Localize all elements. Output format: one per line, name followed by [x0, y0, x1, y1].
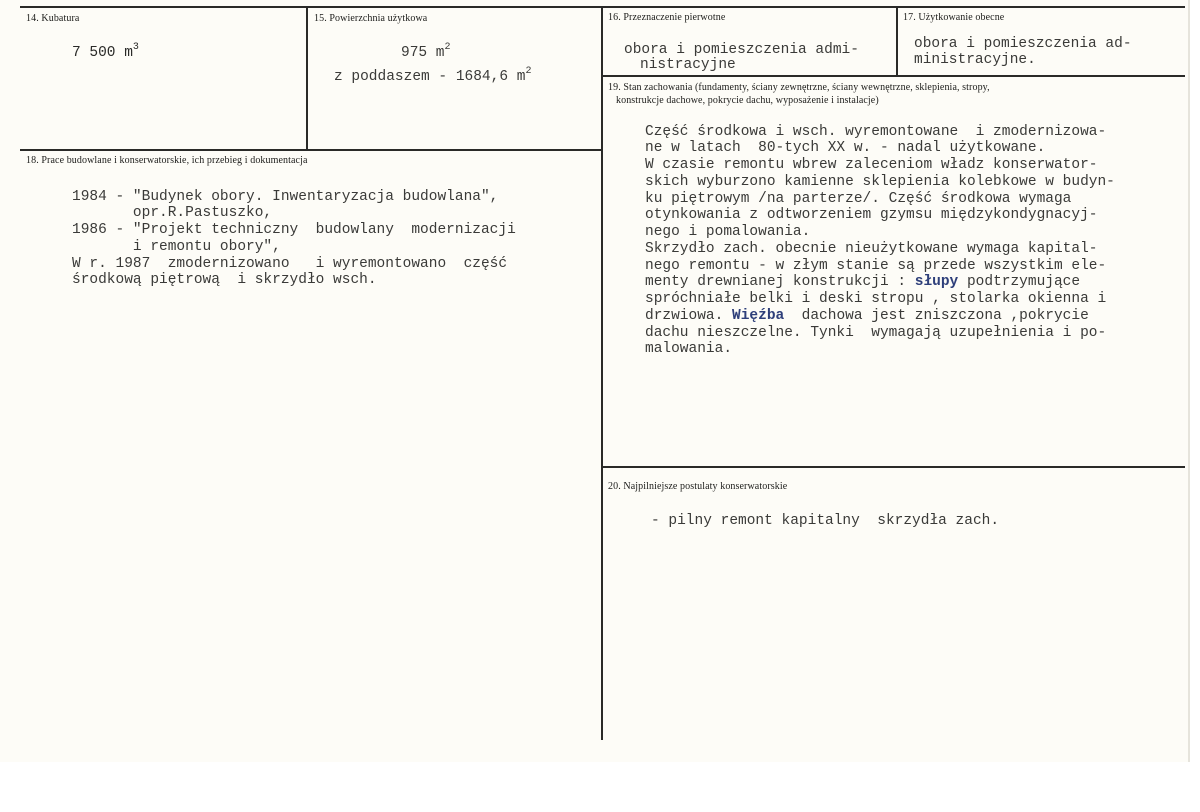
stan-line-13: dachu nieszczelne. Tynki wymagają uzupełnienia i po- [645, 325, 1107, 341]
kubatura-label: 14. Kubatura [26, 13, 80, 24]
highlight-wiezba: Więźba [732, 308, 785, 324]
uzytkowanie-label: 17. Użytkowanie obecne [903, 12, 1005, 23]
powierzchnia-label: 15. Powierzchnia użytkowa [314, 13, 428, 24]
stan-line-8: Skrzydło zach. obecnie nieużytkowane wymaga kapital- [645, 241, 1098, 257]
przeznaczenie-line-2: nistracyjne [640, 57, 736, 73]
divider-14-15 [306, 6, 308, 150]
stan-line-6: otynkowania z odtworzeniem gzymsu międzykondygnacyj- [645, 207, 1098, 223]
sheet-edge [1188, 0, 1190, 762]
highlight-slupy: słupy [914, 274, 959, 290]
prace-line-1: 1984 - "Budynek obory. Inwentaryzacja budowlana", [72, 189, 499, 205]
prace-line-4: i remontu obory", [72, 239, 281, 255]
stan-line-4: skich wyburzono kamienne sklepienia kolebkowe w budyn- [645, 174, 1115, 190]
prace-line-3: 1986 - "Projekt techniczny budowlany modernizacji [72, 222, 516, 238]
prace-line-2: opr.R.Pastuszko, [72, 205, 273, 221]
stan-line-12: drzwiowa. Więźba dachowa jest zniszczona ,pokrycie [645, 308, 1089, 324]
stan-line-5: ku piętrowym /na parterze/. Część środkowa wymaga [645, 191, 1072, 207]
stan-label-line-1: 19. Stan zachowania (fundamenty, ściany zewnętrzne, ściany wewnętrzne, sklepienia, stropy, [608, 82, 990, 93]
stan-line-11: spróchniałe belki i deski stropu , stolarka okienna i [645, 291, 1107, 307]
postulaty-value: - pilny remont kapitalny skrzydła zach. [651, 513, 1000, 529]
stan-line-14: malowania. [645, 341, 733, 357]
stan-line-7: nego i pomalowania. [645, 224, 811, 240]
przeznaczenie-line-1: obora i pomieszczenia admi- [624, 42, 859, 58]
stan-line-3: W czasie remontu wbrew zaleceniom władz konserwator- [645, 157, 1098, 173]
row1-bottom-right [602, 75, 1185, 77]
powierzchnia-value: 975 $m^2$ [401, 42, 451, 61]
stan-line-10: menty drewnianej konstrukcji : słupy podtrzymujące [645, 274, 1081, 290]
divider-16-17 [896, 6, 898, 76]
prace-line-6: środkową piętrową i skrzydło wsch. [72, 272, 377, 288]
powierzchnia-poddasze: z poddaszem - 1684,6 $m^2$ [334, 66, 532, 85]
stan-label-line-2: konstrukcje dachowe, pokrycie dachu, wyposażenie i instalacje) [616, 95, 879, 106]
prace-label: 18. Prace budowlane i konserwatorskie, ich przebieg i dokumentacja [26, 155, 308, 166]
stan-line-9: nego remontu - w złym stanie są przede wszystkim ele- [645, 258, 1107, 274]
uzytkowanie-line-2: ministracyjne. [914, 52, 1036, 68]
stan-line-2: ne w latach 80-tych XX w. - nadal użytkowane. [645, 140, 1046, 156]
postulaty-label: 20. Najpilniejsze postulaty konserwatorskie [608, 481, 788, 492]
prace-line-5: W r. 1987 zmodernizowano i wyremontowano część [72, 256, 508, 272]
przeznaczenie-label: 16. Przeznaczenie pierwotne [608, 12, 726, 23]
center-divider [601, 6, 603, 740]
kubatura-value: 7 500 $m^3$ [72, 42, 139, 61]
stan-line-1: Część środkowa i wsch. wyremontowane i zmodernizowa- [645, 124, 1107, 140]
section20-top [602, 466, 1185, 468]
row1-bottom-left [20, 149, 602, 151]
uzytkowanie-line-1: obora i pomieszczenia ad- [914, 36, 1132, 52]
